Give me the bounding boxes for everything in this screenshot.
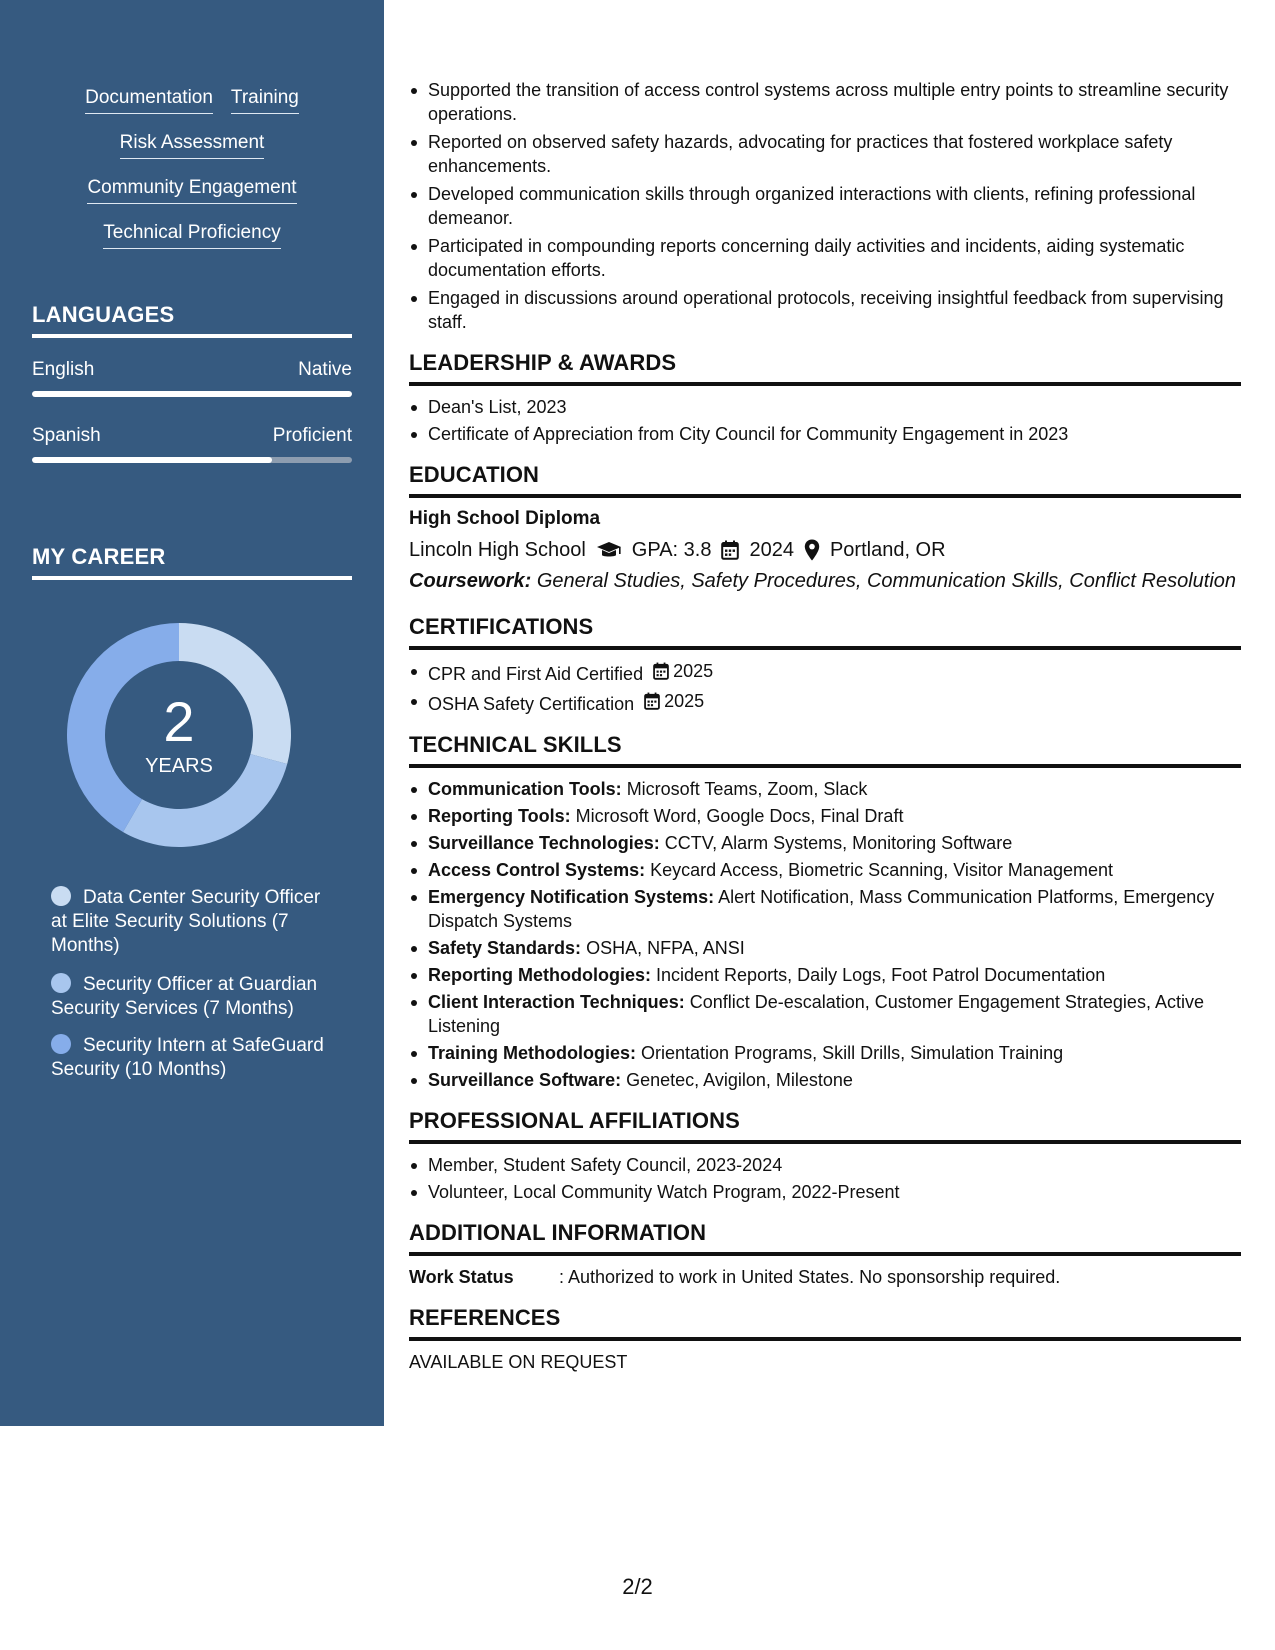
language-level: Native <box>298 359 352 380</box>
references-heading: REFERENCES <box>409 1305 1241 1341</box>
skill-row <box>0 131 384 176</box>
experience-bullet: Supported the transition of access control systems across multiple entry points to streamline security operations. <box>409 78 1241 126</box>
leadership-item: Dean's List, 2023 <box>409 395 1241 419</box>
technical-skills-list <box>409 777 1241 1092</box>
graduation-cap-icon <box>596 540 622 560</box>
technical-skill-value: Conflict De-escalation, Customer Engagement Strategies, Active Listening <box>428 992 1204 1036</box>
location-pin-icon <box>804 539 820 561</box>
work-status-label: Work Status <box>409 1267 514 1287</box>
skill-tag: Technical Proficiency <box>103 221 280 249</box>
technical-skill-item <box>409 858 1241 882</box>
certifications-heading: CERTIFICATIONS <box>409 614 1241 650</box>
technical-skill-value: Alert Notification, Mass Communication Platforms, Emergency Dispatch Systems <box>428 887 1215 931</box>
experience-bullet: Developed communication skills through organized interactions with clients, refining professional demeanor. <box>409 182 1241 230</box>
career-item <box>51 973 341 1021</box>
career-text: Data Center Security Officer at Elite Security Solutions (7 Months) <box>51 887 321 956</box>
technical-skill-label: Emergency Notification Systems: <box>428 887 715 907</box>
career-bullet-dot <box>51 1034 71 1054</box>
education-gpa: GPA: 3.8 <box>631 539 712 561</box>
certification-name: OSHA Safety Certification <box>428 694 635 714</box>
technical-skill-label: Training Methodologies: <box>428 1043 636 1063</box>
education-school: Lincoln High School <box>409 539 586 561</box>
career-item <box>51 886 341 958</box>
technical-skill-label: Reporting Methodologies: <box>428 965 651 985</box>
career-item <box>51 1034 341 1082</box>
technical-skill-item <box>409 1041 1241 1065</box>
affiliations-list <box>409 1153 1241 1204</box>
career-text: Security Officer at Guardian Security Services (7 Months) <box>51 974 318 1019</box>
skill-row <box>0 86 384 131</box>
career-years-unit: YEARS <box>145 755 213 777</box>
affiliation-item: Member, Student Safety Council, 2023-2024 <box>409 1153 1241 1177</box>
education-details <box>409 537 1241 563</box>
affiliation-item: Volunteer, Local Community Watch Program, 2022-Present <box>409 1180 1241 1204</box>
skills-tags <box>0 86 384 266</box>
calendar-icon <box>653 662 669 680</box>
technical-skill-value: CCTV, Alarm Systems, Monitoring Software <box>664 833 1013 853</box>
language-name: Spanish <box>32 425 101 446</box>
technical-skill-label: Reporting Tools: <box>428 806 571 826</box>
technical-skill-item <box>409 777 1241 801</box>
experience-bullet: Participated in compounding reports concerning daily activities and incidents, aiding systematic documentation efforts. <box>409 234 1241 282</box>
language-bar <box>32 391 352 397</box>
skill-row <box>0 176 384 221</box>
page-number: 2/2 <box>622 1574 653 1599</box>
technical-skill-label: Surveillance Technologies: <box>428 833 660 853</box>
language-item <box>32 424 352 463</box>
technical-skill-item <box>409 936 1241 960</box>
skill-tag: Community Engagement <box>87 176 296 204</box>
language-bar-fill <box>32 391 352 397</box>
technical-skill-item <box>409 990 1241 1038</box>
main-content <box>409 78 1241 1374</box>
education-year: 2024 <box>749 539 794 561</box>
skill-tag: Documentation <box>85 86 213 114</box>
skill-row <box>0 221 384 266</box>
leadership-item: Certificate of Appreciation from City Council for Community Engagement in 2023 <box>409 422 1241 446</box>
technical-skill-label: Safety Standards: <box>428 938 582 958</box>
technical-skill-value: Keycard Access, Biometric Scanning, Visitor Management <box>650 860 1113 880</box>
experience-bullet: Engaged in discussions around operational protocols, receiving insightful feedback from supervising staff. <box>409 286 1241 334</box>
language-row <box>32 424 352 448</box>
technical-skill-item <box>409 1068 1241 1092</box>
technical-skill-item <box>409 885 1241 933</box>
technical-skill-value: Microsoft Teams, Zoom, Slack <box>626 779 868 799</box>
affiliations-heading: PROFESSIONAL AFFILIATIONS <box>409 1108 1241 1144</box>
languages-heading: LANGUAGES <box>32 302 352 338</box>
education-heading: EDUCATION <box>409 462 1241 498</box>
certification-date <box>653 659 713 683</box>
certification-year: 2025 <box>664 691 705 711</box>
technical-skill-value: Orientation Programs, Skill Drills, Simulation Training <box>641 1043 1064 1063</box>
language-bar-fill <box>32 457 272 463</box>
technical-skills-heading: TECHNICAL SKILLS <box>409 732 1241 768</box>
skill-tag: Training <box>231 86 299 114</box>
technical-skill-label: Communication Tools: <box>428 779 622 799</box>
certification-item <box>409 659 1241 686</box>
technical-skill-item <box>409 831 1241 855</box>
certification-date <box>644 689 704 713</box>
technical-skill-value: Microsoft Word, Google Docs, Final Draft <box>575 806 904 826</box>
coursework-value: General Studies, Safety Procedures, Communication Skills, Conflict Resolution <box>536 570 1237 592</box>
work-status-row <box>409 1265 1241 1289</box>
technical-skill-label: Surveillance Software: <box>428 1070 622 1090</box>
language-name: English <box>32 359 95 380</box>
technical-skill-value: Genetec, Avigilon, Milestone <box>626 1070 853 1090</box>
technical-skill-value: Incident Reports, Daily Logs, Foot Patrol Documentation <box>656 965 1106 985</box>
career-bullet-dot <box>51 973 71 993</box>
technical-skill-item <box>409 963 1241 987</box>
experience-bullet: Reported on observed safety hazards, advocating for practices that fostered workplace safety enhancements. <box>409 130 1241 178</box>
certification-year: 2025 <box>673 661 714 681</box>
education-degree: High School Diploma <box>409 508 601 529</box>
technical-skill-value: OSHA, NFPA, ANSI <box>586 938 745 958</box>
additional-info-heading: ADDITIONAL INFORMATION <box>409 1220 1241 1256</box>
experience-bullets <box>409 78 1241 334</box>
certification-name: CPR and First Aid Certified <box>428 664 644 684</box>
education-coursework <box>409 568 1241 594</box>
technical-skill-label: Client Interaction Techniques: <box>428 992 685 1012</box>
language-row <box>32 358 352 382</box>
career-heading: MY CAREER <box>32 544 352 580</box>
references-text: AVAILABLE ON REQUEST <box>409 1352 628 1372</box>
technical-skill-item <box>409 804 1241 828</box>
language-level: Proficient <box>272 425 352 446</box>
career-text: Security Intern at SafeGuard Security (10 Months) <box>51 1035 324 1080</box>
certifications-list <box>409 659 1241 716</box>
skill-tag: Risk Assessment <box>120 131 265 159</box>
language-item <box>32 358 352 397</box>
technical-skill-label: Access Control Systems: <box>428 860 646 880</box>
career-years-value: 2 <box>163 690 195 753</box>
career-bullet-dot <box>51 886 71 906</box>
calendar-icon <box>721 540 739 560</box>
leadership-heading: LEADERSHIP & AWARDS <box>409 350 1241 386</box>
work-status-value: : Authorized to work in United States. No sponsorship required. <box>559 1267 1061 1287</box>
sidebar <box>0 0 384 1426</box>
leadership-list <box>409 395 1241 446</box>
certification-item <box>409 689 1241 716</box>
coursework-label: Coursework: <box>409 570 532 592</box>
language-bar <box>32 457 352 463</box>
calendar-icon <box>644 692 660 710</box>
education-location: Portland, OR <box>829 539 946 561</box>
